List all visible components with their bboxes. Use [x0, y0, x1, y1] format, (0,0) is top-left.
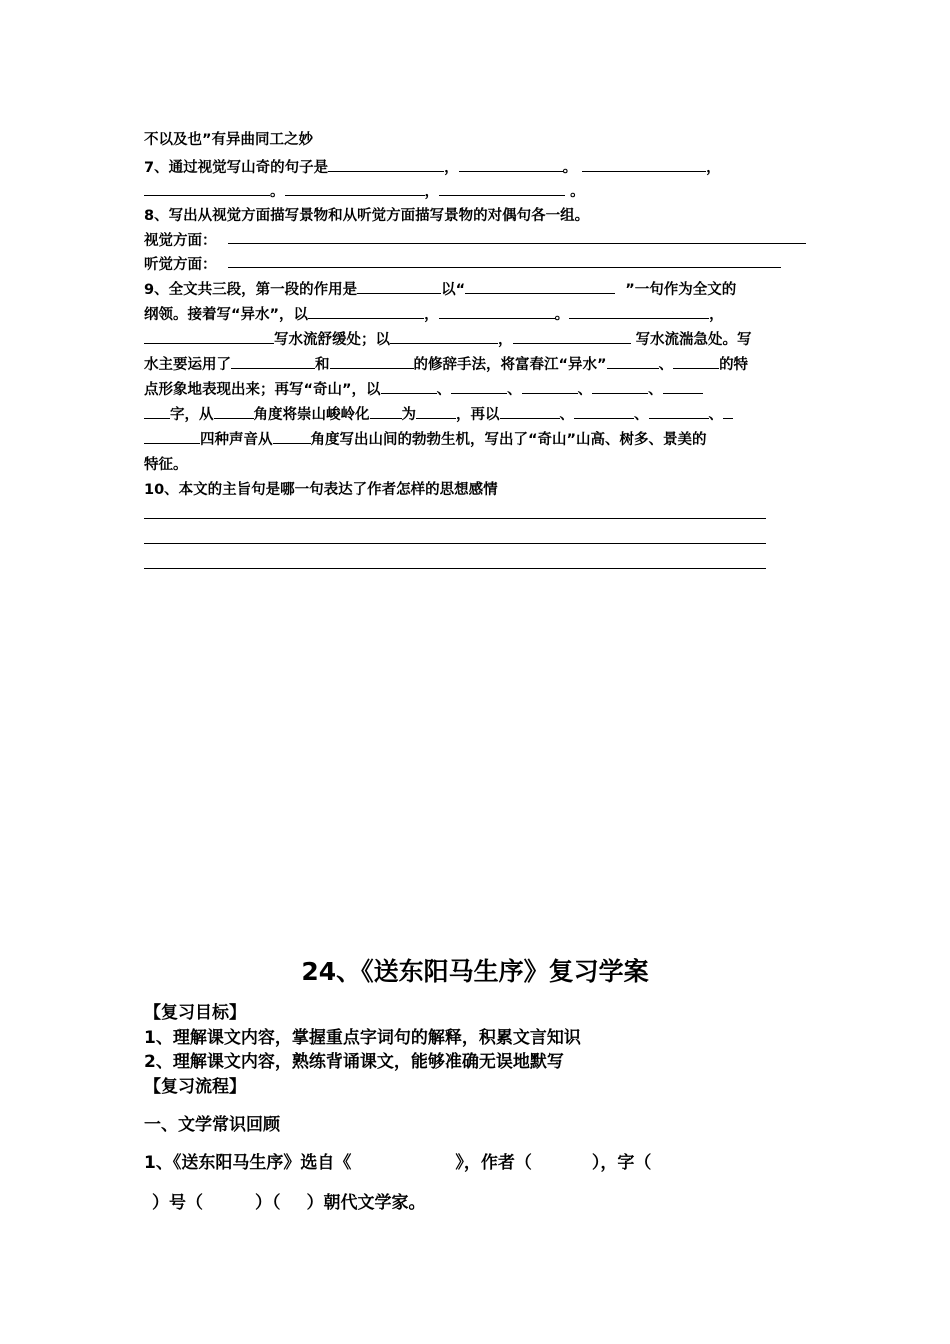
answer-blank[interactable] — [723, 404, 733, 420]
answer-blank[interactable] — [569, 304, 709, 320]
question-8: 8、写出从视觉方面描写景物和从听觉方面描写景物的对偶句各一组。 — [144, 208, 590, 224]
answer-blank[interactable] — [381, 379, 437, 395]
answer-blank[interactable] — [330, 354, 414, 370]
answer-blank[interactable] — [144, 429, 200, 445]
answer-blank[interactable] — [607, 354, 659, 370]
answer-blank[interactable] — [663, 379, 703, 395]
answer-blank[interactable] — [465, 279, 615, 295]
answer-blank[interactable] — [649, 404, 709, 420]
visual-answer-line[interactable] — [228, 243, 806, 244]
answer-blank[interactable] — [328, 157, 444, 173]
question-9-line-5: 点形象地表现出来；再写“奇山”，以 、 、 、 、 — [144, 378, 703, 399]
answer-blank[interactable] — [574, 404, 634, 420]
answer-blank[interactable] — [357, 279, 441, 295]
question-9-line-2: 纲领。接着写“异水”，以 ， 。 ， — [144, 303, 724, 324]
question-9-line-4: 水主要运用了 和 的修辞手法，将富春江“异水” 、 的特 — [144, 353, 748, 374]
question-9-line-8: 特征。 — [144, 457, 188, 473]
page-title: 24、《送东阳马生序》复习学案 — [301, 957, 649, 986]
answer-blank[interactable] — [231, 354, 315, 370]
audio-label: 听觉方面： — [144, 257, 217, 273]
question-9-line-1: 9、全文共三段，第一段的作用是 以“ ”一句作为全文的 — [144, 278, 736, 299]
answer-blank[interactable] — [459, 157, 563, 173]
goal-2: 2、理解课文内容，熟练背诵课文，能够准确无误地默写 — [144, 1052, 564, 1072]
answer-blank[interactable] — [390, 329, 498, 345]
question-1-line-1: 1、《送东阳马生序》选自《 》，作者（ ），字（ — [144, 1153, 652, 1173]
answer-blank[interactable] — [214, 404, 254, 420]
answer-blank[interactable] — [285, 181, 425, 197]
q10-answer-line-3[interactable] — [144, 568, 766, 569]
answer-blank[interactable] — [144, 404, 170, 420]
question-7-line-2: 。 ， 。 — [144, 180, 585, 201]
answer-blank[interactable] — [513, 329, 631, 345]
answer-blank[interactable] — [308, 304, 424, 320]
answer-blank[interactable] — [273, 429, 311, 445]
section-1-heading: 一、文学常识回顾 — [144, 1115, 280, 1135]
question-9-line-7: 四种声音从 角度写出山间的勃勃生机，写出了“奇山”山高、树多、景美的 — [144, 428, 707, 449]
answer-blank[interactable] — [144, 329, 274, 345]
answer-blank[interactable] — [451, 379, 507, 395]
answer-blank[interactable] — [439, 181, 565, 197]
answer-blank[interactable] — [416, 404, 456, 420]
answer-blank[interactable] — [144, 181, 270, 197]
answer-blank[interactable] — [522, 379, 578, 395]
question-10: 10、本文的主旨句是哪一句表达了作者怎样的思想感情 — [144, 482, 498, 498]
goals-heading: 【复习目标】 — [144, 1003, 246, 1023]
q10-answer-line-2[interactable] — [144, 543, 766, 544]
text-line-1: 不以及也”有异曲同工之妙 — [144, 132, 314, 148]
process-heading: 【复习流程】 — [144, 1077, 246, 1097]
answer-blank[interactable] — [439, 304, 555, 320]
answer-blank[interactable] — [673, 354, 719, 370]
visual-label: 视觉方面： — [144, 233, 217, 249]
question-7-line-1: 7、通过视觉写山奇的句子是 ， 。 ， — [144, 156, 721, 177]
q10-answer-line-1[interactable] — [144, 518, 766, 519]
question-9-line-6: 字，从 角度将崇山峻岭化 为 ，再以 、 、 、 — [144, 403, 733, 424]
answer-blank[interactable] — [582, 157, 706, 173]
answer-blank[interactable] — [370, 404, 402, 420]
question-9-line-3: 写水流舒缓处；以 ， 写水流湍急处。写 — [144, 328, 752, 349]
answer-blank[interactable] — [500, 404, 560, 420]
audio-answer-line[interactable] — [228, 267, 781, 268]
answer-blank[interactable] — [592, 379, 648, 395]
goal-1: 1、理解课文内容，掌握重点字词句的解释，积累文言知识 — [144, 1028, 581, 1048]
question-1-line-2: ）号（ ）（ ）朝代文学家。 — [152, 1193, 426, 1213]
